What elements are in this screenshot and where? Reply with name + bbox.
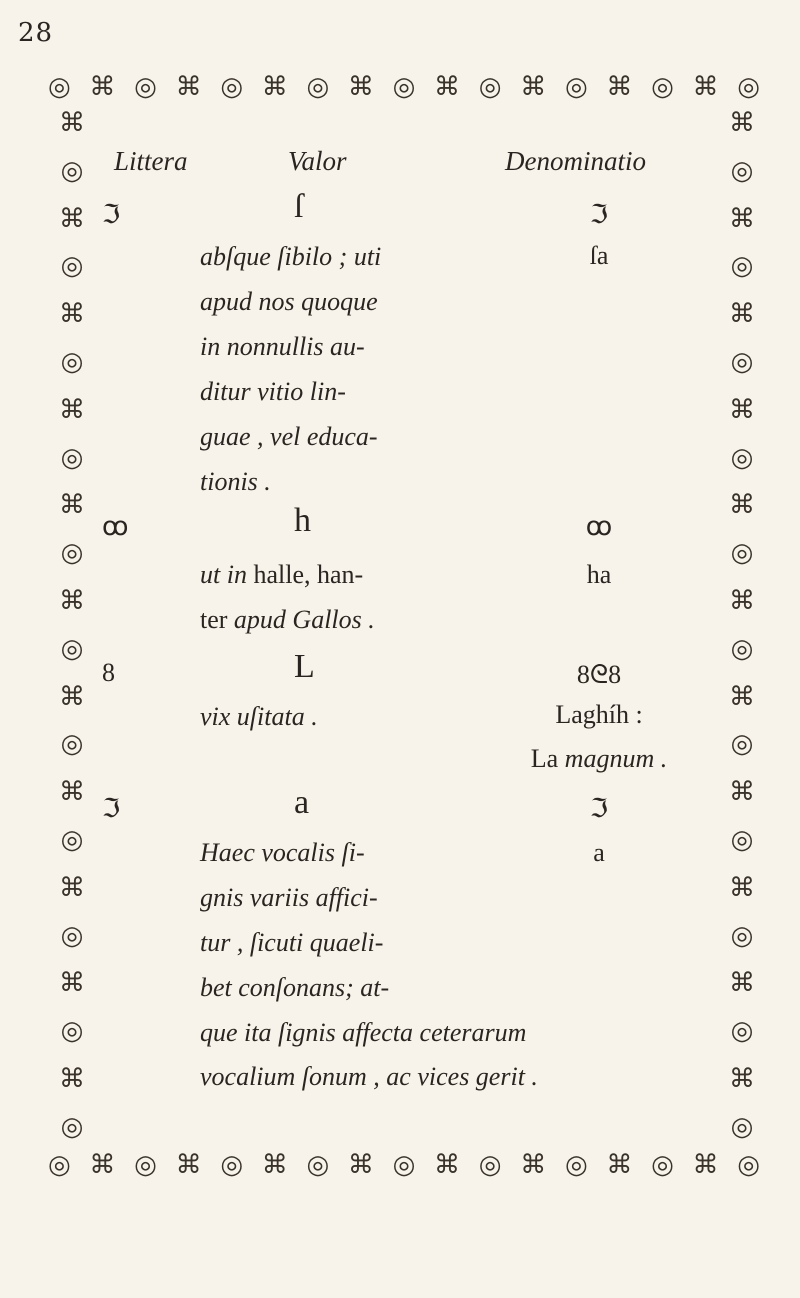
ornament-icon: ⌘ [347, 72, 374, 102]
denom-part: magnum . [564, 744, 668, 773]
description-block [200, 694, 500, 739]
ornament-icon: ⌘ [89, 1150, 116, 1180]
desc-segment: apud Gallos . [233, 605, 375, 634]
ornament-icon: ◎ [60, 155, 84, 186]
ornament-icon: ⌘ [606, 72, 633, 102]
ornament-icon: ⌘ [729, 108, 755, 138]
valor-char: L [294, 648, 315, 685]
desc-line: Haec vocalis ſi- [200, 838, 365, 867]
desc-line: vix uſitata . [200, 702, 318, 731]
ornament-icon: ⌘ [729, 1063, 755, 1094]
ornament-icon: ◎ [730, 251, 754, 282]
desc-line: gnis variis affici- [200, 883, 378, 912]
valor-char: ſ [294, 188, 304, 225]
header-littera: Littera [114, 146, 188, 176]
ornament-icon: ⌘ [175, 1150, 202, 1180]
ornament-icon: ◎ [60, 1111, 84, 1142]
ornament-icon: ◎ [730, 824, 754, 855]
desc-line: que ita ſignis affecta ceterarum [200, 1018, 527, 1047]
ornament-icon: ⌘ [59, 681, 85, 712]
ornament-icon: ⌘ [59, 777, 85, 808]
desc-line: guae , vel educa- [200, 422, 378, 451]
ornament-icon: ⌘ [59, 490, 85, 521]
desc-segment: han- [316, 560, 364, 589]
denom-letter: ꝏ [585, 512, 613, 541]
ornament-icon: ⌘ [606, 1150, 633, 1180]
ornament-icon: ◎ [478, 1150, 502, 1180]
ornament-icon: ◎ [730, 729, 754, 760]
ornament-icon: ◎ [48, 1150, 71, 1180]
ornament-icon: ⌘ [729, 777, 755, 808]
ornament-icon: ⌘ [692, 72, 719, 102]
ornament-icon: ◎ [730, 1111, 754, 1142]
ornament-icon: ⌘ [434, 1150, 461, 1180]
ornament-icon: ◎ [478, 72, 502, 102]
ornament-icon: ◎ [60, 442, 84, 473]
valor-char: a [294, 784, 310, 821]
desc-line: tur , ſicuti quaeli- [200, 928, 384, 957]
ornament-icon: ◎ [60, 633, 84, 664]
denom-letter: ℑ [589, 200, 609, 229]
ornament-icon: ⌘ [59, 299, 85, 330]
ornament-icon: ◎ [392, 72, 416, 102]
ornament-icon: ⌘ [59, 872, 85, 903]
ornamental-border-top [48, 70, 760, 104]
ornament-icon: ◎ [737, 72, 760, 102]
ornament-icon: ⌘ [729, 394, 755, 425]
desc-segment: ut in [200, 560, 247, 589]
ornament-icon: ⌘ [59, 1063, 85, 1094]
page-number: 28 [18, 18, 54, 48]
denom-letter: ℑ [589, 794, 609, 823]
header-denominatio: Denominatio [505, 146, 646, 176]
ornament-icon: ◎ [220, 72, 243, 102]
ornament-icon: ⌘ [59, 203, 85, 234]
ornament-icon: ◎ [48, 72, 71, 102]
desc-line: ditur vitio lin- [200, 377, 346, 406]
ornament-icon: ⌘ [59, 108, 85, 138]
ornament-icon: ◎ [60, 1016, 84, 1047]
ornament-icon: ◎ [730, 538, 754, 569]
ornament-icon: ◎ [564, 1150, 588, 1180]
ornament-icon: ◎ [392, 1150, 416, 1180]
ornament-icon: ⌘ [261, 72, 288, 102]
ornament-icon: ⌘ [261, 1150, 288, 1180]
desc-line: abſque ſibilo ; uti [200, 242, 382, 271]
denomination: ha [586, 560, 612, 589]
desc-line [200, 597, 520, 642]
ornament-icon: ⌘ [729, 968, 755, 999]
ornament-icon: ◎ [730, 442, 754, 473]
table-header [0, 146, 800, 186]
ornament-icon: ⌘ [729, 203, 755, 234]
denom-letter: 8ᘓ8 [576, 660, 622, 689]
valor-char: h [294, 502, 311, 539]
desc-segment: halle [253, 560, 304, 589]
armenian-letter: ꝏ [102, 512, 129, 541]
denomination: Laghíh : [555, 700, 643, 729]
denomination: a [593, 838, 605, 867]
ornamental-border-left [52, 110, 92, 1140]
description-block [200, 552, 520, 642]
ornament-icon: ◎ [60, 729, 84, 760]
ornament-icon: ◎ [306, 1150, 330, 1180]
ornament-icon: ⌘ [729, 681, 755, 712]
desc-line [200, 552, 520, 597]
ornament-icon: ◎ [134, 1150, 157, 1180]
armenian-letter: 8 [102, 658, 115, 687]
ornament-icon: ◎ [60, 824, 84, 855]
desc-line: apud nos quoque [200, 287, 378, 316]
ornament-icon: ⌘ [59, 585, 85, 616]
ornament-icon: ⌘ [59, 394, 85, 425]
ornament-icon: ◎ [220, 1150, 243, 1180]
ornament-icon: ⌘ [729, 872, 755, 903]
desc-line: tionis . [200, 467, 271, 496]
ornament-icon: ⌘ [89, 72, 116, 102]
ornamental-border-right [722, 110, 762, 1140]
ornament-icon: ⌘ [347, 1150, 374, 1180]
desc-segment: ter [200, 605, 228, 634]
description-block [200, 830, 500, 1010]
description-block [200, 234, 500, 504]
ornament-icon: ⌘ [520, 72, 547, 102]
ornament-icon: ◎ [134, 72, 157, 102]
ornament-icon: ⌘ [729, 299, 755, 330]
ornamental-border-bottom [48, 1148, 760, 1182]
desc-line: vocalium ſonum , ac vices gerit . [200, 1062, 538, 1091]
ornament-icon: ⌘ [520, 1150, 547, 1180]
denom-part: La [530, 744, 559, 773]
ornament-icon: ◎ [60, 538, 84, 569]
ornament-icon: ◎ [651, 72, 674, 102]
ornament-icon: ◎ [306, 72, 330, 102]
ornament-icon: ⌘ [434, 72, 461, 102]
desc-line: bet conſonans; at- [200, 973, 390, 1002]
armenian-letter: ℑ [102, 794, 121, 823]
ornament-icon: ◎ [651, 1150, 674, 1180]
denomination-extra [499, 744, 699, 774]
desc-segment: , [303, 560, 317, 589]
ornament-icon: ⌘ [59, 968, 85, 999]
ornament-icon: ◎ [730, 920, 754, 951]
ornament-icon: ◎ [737, 1150, 760, 1180]
ornament-icon: ◎ [60, 920, 84, 951]
ornament-icon: ⌘ [692, 1150, 719, 1180]
ornament-icon: ⌘ [175, 72, 202, 102]
ornament-icon: ◎ [60, 346, 84, 377]
ornament-icon: ◎ [730, 155, 754, 186]
ornament-icon: ◎ [564, 72, 588, 102]
ornament-icon: ◎ [730, 1016, 754, 1047]
ornament-icon: ◎ [730, 633, 754, 664]
ornament-icon: ⌘ [729, 585, 755, 616]
ornament-icon: ◎ [730, 346, 754, 377]
desc-line: in nonnullis au- [200, 332, 365, 361]
header-valor: Valor [288, 146, 347, 176]
denomination: ſa [589, 241, 609, 270]
ornament-icon: ⌘ [729, 490, 755, 521]
ornament-icon: ◎ [60, 251, 84, 282]
armenian-letter: ℑ [102, 200, 121, 229]
